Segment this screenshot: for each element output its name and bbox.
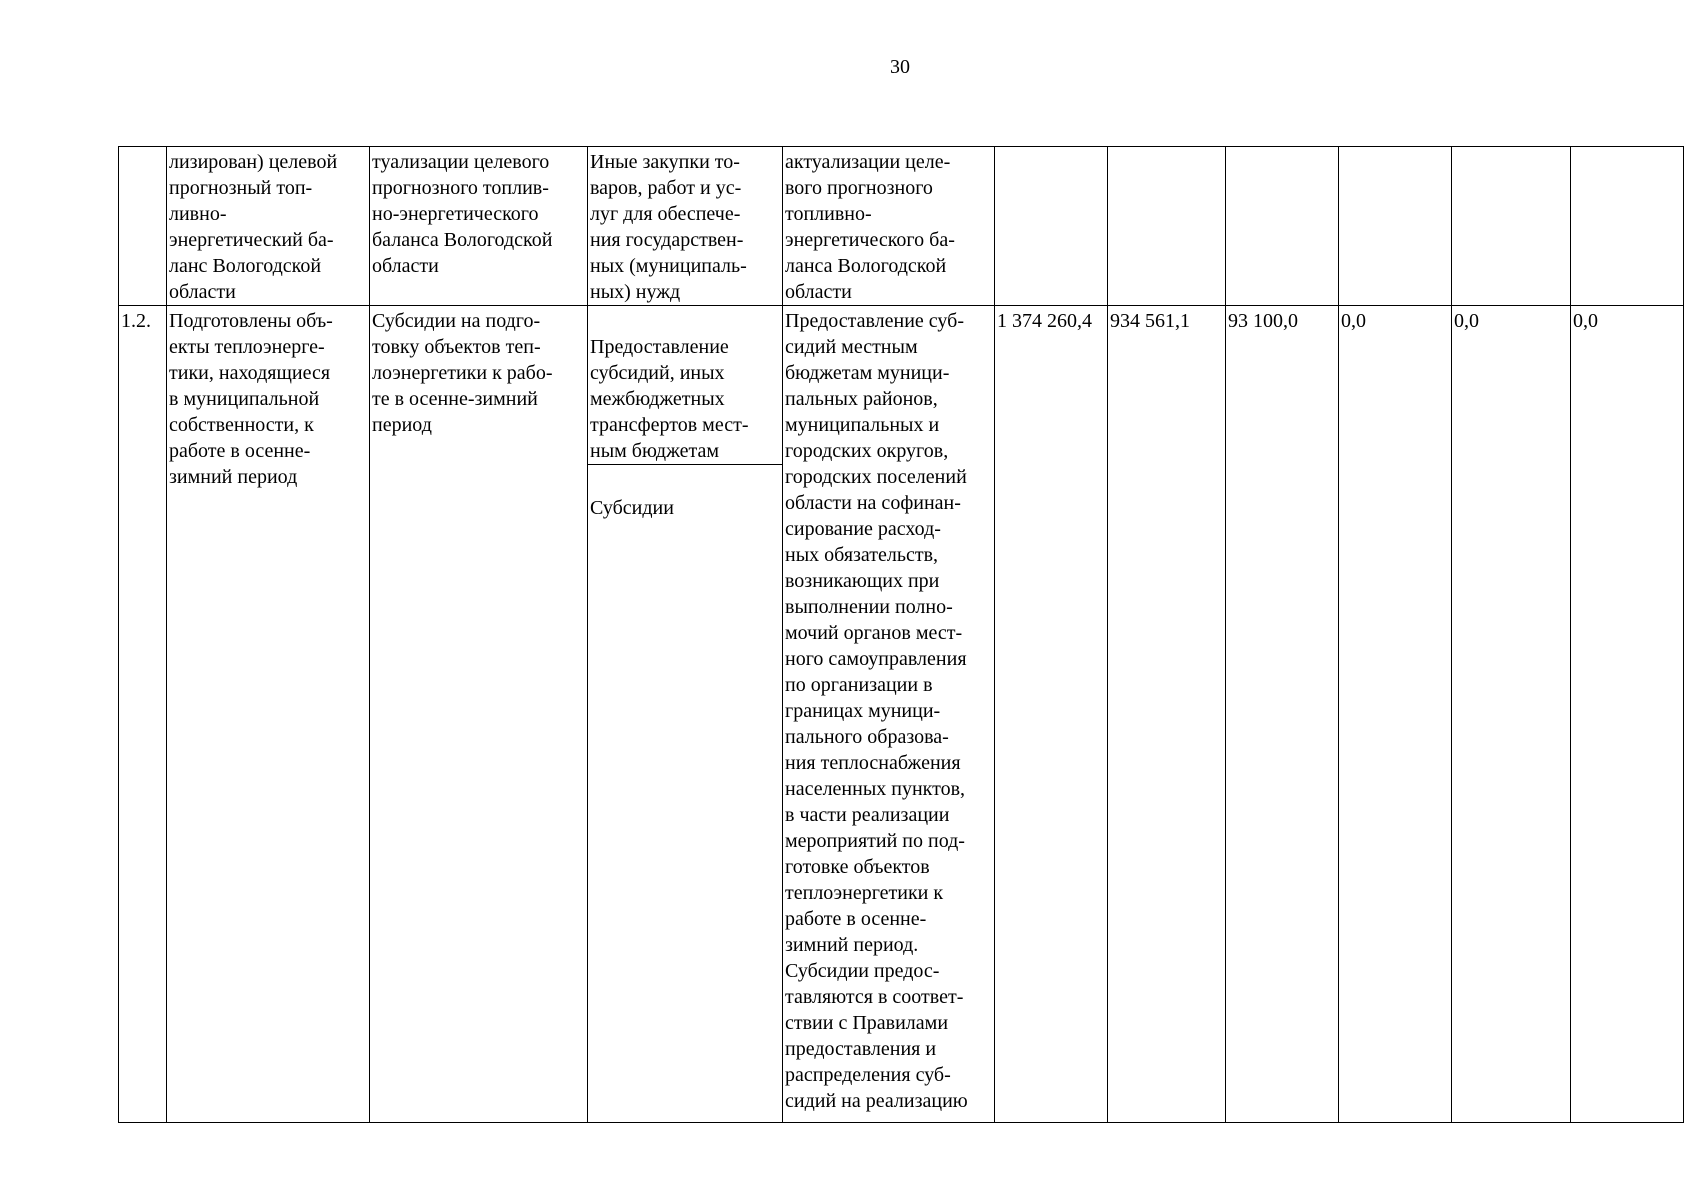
value-cell: 0,0	[1452, 306, 1571, 1123]
value-cell: 0,0	[1339, 306, 1452, 1123]
value-cell	[1226, 147, 1339, 306]
value-cell: 0,0	[1571, 306, 1684, 1123]
result-cell: Подготовлены объ- екты теплоэнерге- тики, находящиеся в муниципальной собственности, к работе в осенне- зимний период	[167, 306, 370, 1123]
value-cell	[1339, 147, 1452, 306]
result-cell: лизирован) целевой прогнозный топ- ливно- энергетический ба- ланс Вологодской области	[167, 147, 370, 306]
mechanism-cell: Субсидии на подго- товку объектов теп- лоэнергетики к рабо- те в осенне-зимний период	[370, 306, 588, 1123]
value-cell	[1108, 147, 1226, 306]
value-cell	[995, 147, 1108, 306]
program-measures-table	[118, 146, 1684, 1123]
expense-type-bottom: Субсидии	[590, 497, 674, 519]
value-cell	[1452, 147, 1571, 306]
row-number-cell	[119, 147, 167, 306]
value-cell	[1571, 147, 1684, 306]
expense-type-top: Предоставление субсидий, иных межбюджетных трансфертов мест- ным бюджетам	[588, 332, 782, 465]
expense-type-cell	[588, 306, 783, 1123]
value-cell: 1 374 260,4	[995, 306, 1108, 1123]
table-row	[119, 147, 1684, 306]
page-number: 30	[890, 56, 910, 78]
value-cell: 93 100,0	[1226, 306, 1339, 1123]
table-row	[119, 306, 1684, 1123]
row-number-cell: 1.2.	[119, 306, 167, 1123]
mechanism-cell: туализации целевого прогнозного топлив- но-энергетического баланса Вологодской области	[370, 147, 588, 306]
description-cell: актуализации целе- вого прогнозного топливно- энергетического ба- ланса Вологодской области	[783, 147, 995, 306]
description-cell: Предоставление суб- сидий местным бюджетам муници- пальных районов, муниципальных и городских округов, городских поселений области на софинан- сирование расход- ных обязательств, возникающих при выполнении полно- мочий органов мест- ного самоуправления по организации в границах муници- пального образова- ния теплоснабжения населенных пунктов, в части реализации мероприятий по под- готовке объектов теплоэнергетики к работе в осенне- зимний период. Субсидии предос- тавляются в соответ- ствии с Правилами предоставления и распределения суб- сидий на реализацию	[783, 306, 995, 1123]
value-cell: 934 561,1	[1108, 306, 1226, 1123]
expense-type-cell: Иные закупки то- варов, работ и ус- луг для обеспече- ния государствен- ных (муниципаль- ных) нужд	[588, 147, 783, 306]
